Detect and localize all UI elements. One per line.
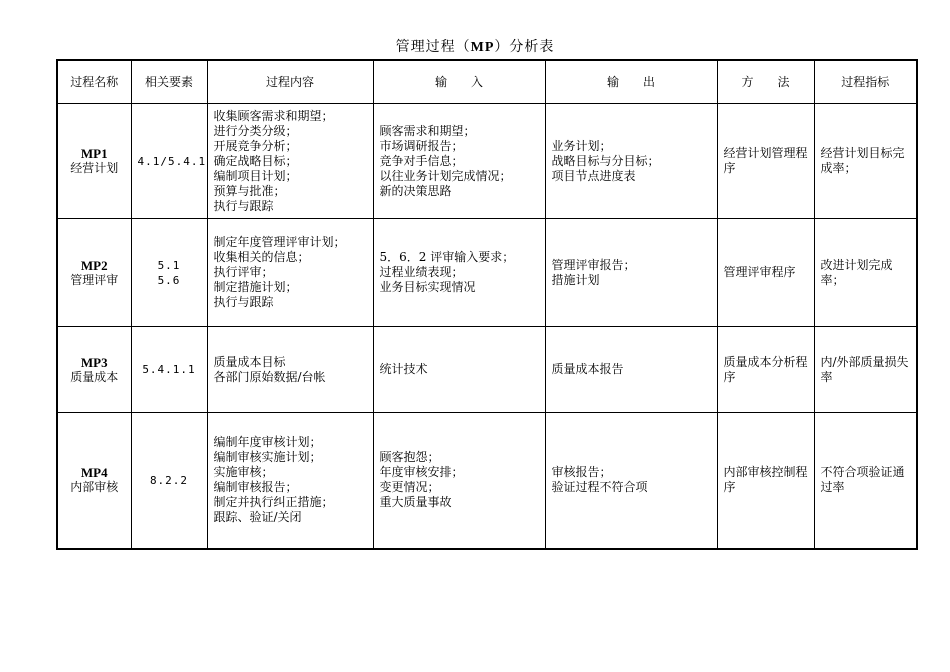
content-cell [207, 219, 373, 327]
content-item: 收集相关的信息； [213, 250, 310, 264]
output-item: 管理评审报告； [551, 257, 636, 272]
elements-cell [131, 327, 207, 413]
content-cell [207, 327, 373, 413]
element-item: 8.2.2 [149, 473, 189, 487]
indicator-cell: 不符合项验证通过率 [814, 413, 917, 549]
input-cell [373, 104, 545, 219]
input-item: 变更情况； [379, 480, 440, 495]
indicator-cell: 经营计划目标完成率； [814, 104, 917, 219]
input-item: 新的决策思路 [379, 183, 452, 198]
title-code: MP [470, 40, 495, 55]
input-cell [373, 327, 545, 413]
content-cell [207, 413, 373, 549]
element-item: 5.1 [157, 258, 181, 272]
indicator-cell: 内/外部质量损失率 [814, 327, 917, 413]
input-item: 竞争对手信息； [379, 153, 464, 168]
process-name-cell [57, 104, 131, 219]
content-item: 实施审核； [213, 465, 274, 480]
content-item: 跟踪、验证/关闭 [213, 510, 302, 525]
header-related-elements: 相关要素 [131, 60, 207, 104]
elements-cell [131, 219, 207, 327]
input-item: 业务目标实现情况 [379, 280, 476, 294]
content-item: 制定年度管理评审计划； [213, 235, 346, 249]
content-item: 执行与跟踪 [213, 295, 274, 309]
process-name-cell [57, 219, 131, 327]
output-item: 战略目标与分目标； [551, 153, 660, 168]
elements-cell [131, 413, 207, 549]
output-cell [545, 413, 717, 549]
output-item: 验证过程不符合项 [551, 480, 648, 495]
document-title [0, 36, 950, 56]
content-item: 执行与跟踪 [213, 198, 274, 213]
method-cell: 管理评审程序 [717, 219, 814, 327]
table-row [57, 104, 917, 219]
content-item: 制定并执行纠正措施； [213, 495, 334, 510]
content-item: 编制项目计划； [213, 168, 298, 183]
element-item: 4.1/5.4.1 [137, 154, 207, 168]
title-suffix: ）分析表 [494, 39, 555, 55]
input-item: 5．6．2 评审输入要求； [379, 250, 515, 264]
output-cell [545, 104, 717, 219]
input-item: 年度审核安排； [379, 465, 464, 480]
output-cell [545, 327, 717, 413]
header-method: 方 法 [717, 60, 814, 104]
mp-analysis-table [56, 59, 918, 550]
input-item: 顾客抱怨； [379, 450, 440, 465]
method-cell: 质量成本分析程序 [717, 327, 814, 413]
process-name: 质量成本 [70, 369, 119, 384]
input-cell [373, 219, 545, 327]
content-cell [207, 104, 373, 219]
content-item: 制定措施计划； [213, 280, 298, 294]
input-item: 过程业绩表现； [379, 265, 464, 279]
process-name: 经营计划 [70, 161, 119, 175]
content-item: 确定战略目标； [213, 153, 298, 168]
input-item: 重大质量事故 [379, 495, 452, 510]
table-row [57, 413, 917, 549]
header-process-content: 过程内容 [207, 60, 373, 104]
process-name-cell [57, 327, 131, 413]
content-item: 质量成本目标 [213, 354, 286, 369]
table-row [57, 327, 917, 413]
content-item: 编制年度审核计划； [213, 435, 322, 450]
output-item: 业务计划； [551, 138, 612, 153]
output-item: 审核报告； [551, 465, 612, 480]
content-item: 进行分类分级； [213, 123, 298, 138]
input-item: 市场调研报告； [379, 138, 464, 153]
input-item: 以往业务计划完成情况； [379, 168, 512, 183]
process-name: 管理评审 [70, 272, 119, 287]
header-output: 输 出 [545, 60, 717, 104]
elements-cell [131, 104, 207, 219]
process-name-cell [57, 413, 131, 549]
output-cell [545, 219, 717, 327]
header-row [57, 60, 917, 104]
input-item: 顾客需求和期望； [379, 123, 476, 138]
content-item: 收集顾客需求和期望； [213, 108, 334, 123]
output-item: 措施计划 [551, 272, 600, 287]
content-item: 各部门原始数据/台帐 [213, 369, 326, 384]
input-cell [373, 413, 545, 549]
process-code: MP1 [80, 146, 108, 161]
output-item: 项目节点进度表 [551, 168, 636, 183]
process-name: 内部审核 [70, 480, 119, 495]
content-item: 编制审核实施计划； [213, 450, 322, 465]
process-code: MP2 [80, 257, 108, 273]
process-code: MP3 [80, 354, 108, 370]
header-process-name: 过程名称 [57, 60, 131, 104]
content-item: 编制审核报告； [213, 480, 298, 495]
header-indicator: 过程指标 [814, 60, 917, 104]
process-code: MP4 [80, 465, 108, 481]
element-item: 5.4.1.1 [142, 363, 196, 376]
method-cell: 经营计划管理程序 [717, 104, 814, 219]
content-item: 执行评审； [213, 265, 274, 279]
table-row [57, 219, 917, 327]
content-item: 开展竞争分析； [213, 138, 298, 153]
title-prefix: 管理过程（ [395, 39, 471, 55]
output-item: 质量成本报告 [551, 362, 624, 376]
indicator-cell: 改进计划完成率； [814, 219, 917, 327]
element-item: 5.6 [157, 273, 181, 287]
method-cell: 内部审核控制程序 [717, 413, 814, 549]
header-input: 输 入 [373, 60, 545, 104]
input-item: 统计技术 [379, 362, 428, 376]
content-item: 预算与批准； [213, 183, 286, 198]
